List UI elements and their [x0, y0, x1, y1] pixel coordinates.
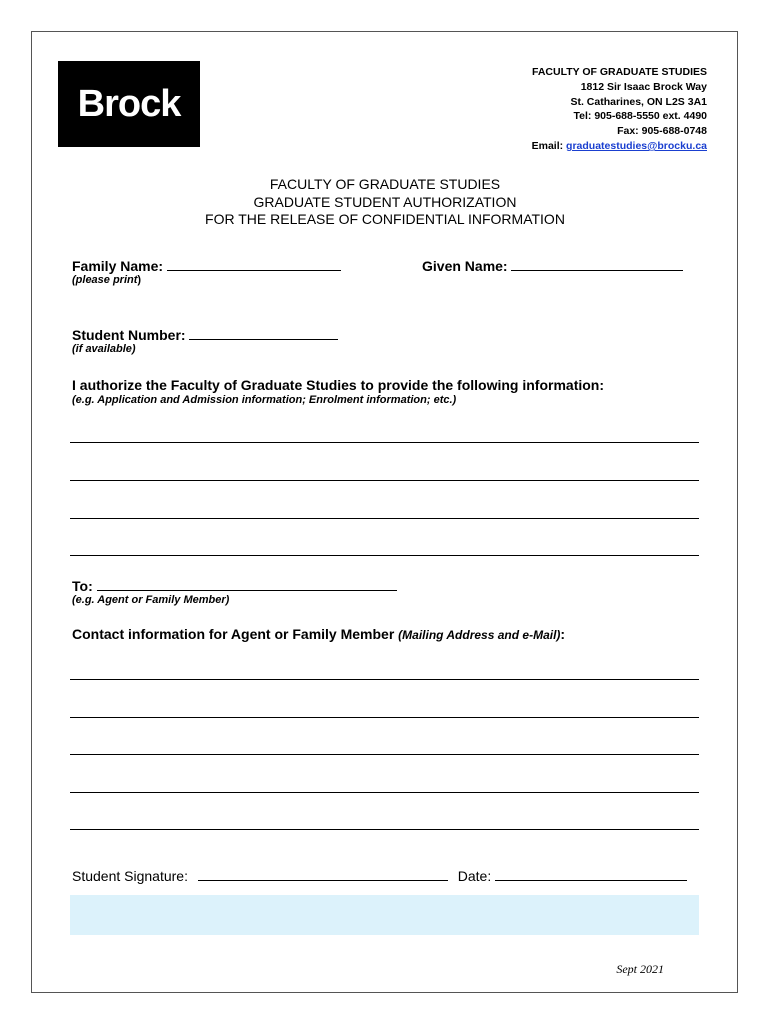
student-number-label: Student Number: — [72, 327, 186, 343]
privacy-notice-box — [70, 895, 699, 935]
family-name-row — [72, 257, 341, 274]
form-title — [0, 176, 770, 229]
signature-label: Student Signature: — [72, 868, 188, 884]
title-line-2: GRADUATE STUDENT AUTHORIZATION — [253, 193, 517, 210]
please-print-close: ) — [137, 274, 142, 286]
to-field[interactable] — [97, 577, 397, 591]
signature-field[interactable] — [198, 866, 448, 881]
contact-info-label: Contact information for Agent or Family Member — [72, 626, 395, 642]
address-line: Tel: 905-688-5550 ext. 4490 — [573, 110, 707, 123]
contact-info-hint: (Mailing Address and e-Mail) — [398, 628, 561, 642]
student-number-row — [72, 326, 338, 343]
title-line-1: FACULTY OF GRADUATE STUDIES — [269, 176, 501, 192]
email-line — [532, 139, 707, 154]
email-link[interactable]: graduatestudies@brocku.ca — [566, 139, 707, 152]
date-field[interactable] — [495, 866, 687, 881]
signature-row — [72, 866, 687, 884]
address-line: FACULTY OF GRADUATE STUDIES — [531, 66, 707, 78]
contact-line-3[interactable] — [70, 754, 699, 755]
address-line: 1812 Sir Isaac Brock Way — [580, 80, 707, 93]
student-number-field[interactable] — [189, 326, 338, 340]
faculty-address — [532, 65, 707, 154]
family-name-field[interactable] — [167, 257, 341, 271]
given-name-label: Given Name: — [422, 258, 508, 274]
to-label: To: — [72, 578, 93, 594]
date-label: Date: — [457, 868, 492, 884]
information-line-2[interactable] — [70, 480, 699, 481]
contact-line-5[interactable] — [70, 829, 699, 830]
please-print-hint — [72, 274, 141, 286]
contact-line-1[interactable] — [70, 679, 699, 680]
contact-line-4[interactable] — [70, 792, 699, 793]
address-line: Fax: 905-688-0748 — [617, 125, 707, 138]
authorize-example: (e.g. Application and Admission information; Enrolment information; etc.) — [72, 394, 457, 406]
address-line: St. Catharines, ON L2S 3A1 — [570, 95, 707, 108]
to-example: (e.g. Agent or Family Member) — [72, 594, 230, 606]
authorize-statement: I authorize the Faculty of Graduate Studies to provide the following information: — [72, 377, 605, 393]
to-row — [72, 577, 397, 594]
information-line-3[interactable] — [70, 518, 699, 519]
footer-date-code: Sept 2021 — [616, 962, 664, 976]
given-name-row — [422, 257, 683, 274]
family-name-label: Family Name: — [72, 258, 164, 274]
please-print-text: (please print — [72, 274, 138, 286]
information-line-4[interactable] — [70, 555, 699, 556]
contact-info-colon: : — [560, 626, 566, 642]
information-line-1[interactable] — [70, 442, 699, 443]
contact-info-heading — [72, 626, 565, 642]
logo-text: Brock — [77, 83, 181, 125]
brock-logo — [58, 61, 200, 147]
contact-line-2[interactable] — [70, 717, 699, 718]
title-line-3: FOR THE RELEASE OF CONFIDENTIAL INFORMATION — [205, 211, 565, 227]
email-label: Email: — [531, 139, 564, 152]
if-available-hint: (if available) — [72, 343, 136, 355]
given-name-field[interactable] — [511, 257, 683, 271]
